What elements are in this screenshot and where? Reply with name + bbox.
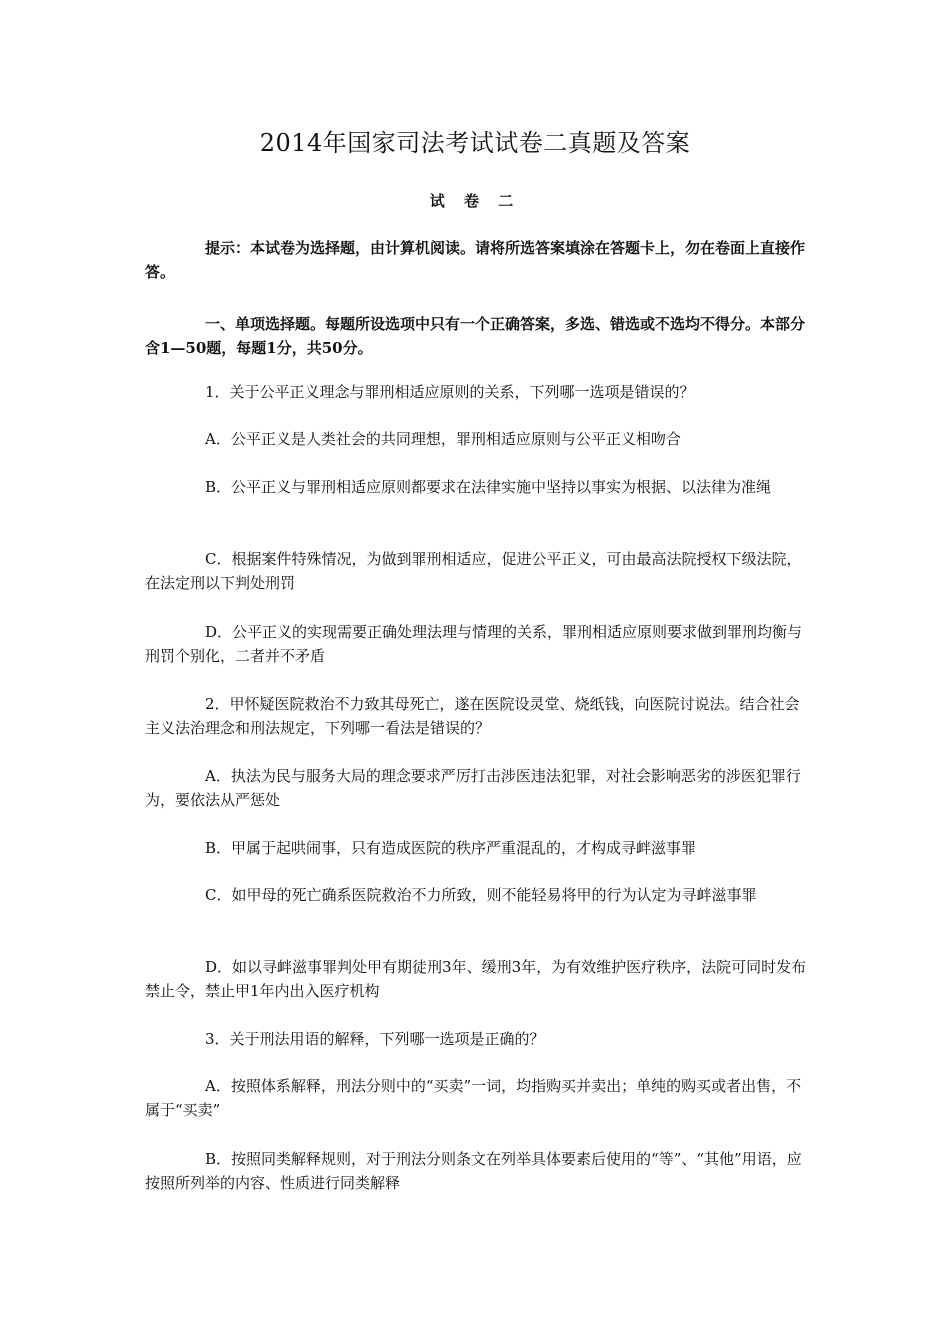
document-title: 2014年国家司法考试试卷二真题及答案 — [259, 129, 691, 157]
question-2-option-a: A．执法为民与服务大局的理念要求严厉打击涉医违法犯罪，对社会影响恶劣的涉医犯罪行为，要依法从严惩处 — [145, 767, 801, 809]
question-2-option-b: B．甲属于起哄闹事，只有造成医院的秩序严重混乱的，才构成寻衅滋事罪 — [205, 839, 697, 857]
question-2-option-d: D．如以寻衅滋事罪判处甲有期徒刑3年、缓刑3年，为有效维护医疗秩序，法院可同时发布禁止令，禁止甲1年内出入医疗机构 — [145, 958, 807, 1000]
notice-paragraph: 提示：本试卷为选择题，由计算机阅读。请将所选答案填涂在答题卡上，勿在卷面上直接作答。 — [145, 239, 806, 281]
question-1-option-d: D．公平正义的实现需要正确处理法理与情理的关系，罪刑相适应原则要求做到罪刑均衡与刑罚个别化，二者并不矛盾 — [145, 623, 803, 665]
question-1-option-b: B．公平正义与罪刑相适应原则都要求在法律实施中坚持以事实为根据、以法律为准绳 — [205, 478, 772, 496]
question-3-option-b: B．按照同类解释规则，对于刑法分则条文在列举具体要素后使用的“等”、“其他”用语，应按照所列举的内容、性质进行同类解释 — [145, 1150, 802, 1192]
question-1-option-c: C．根据案件特殊情况，为做到罪刑相适应，促进公平正义，可由最高法院授权下级法院，在法定刑以下判处刑罚 — [145, 550, 802, 592]
question-1-stem: 1．关于公平正义理念与罪刑相适应原则的关系，下列哪一选项是错误的？ — [205, 383, 695, 401]
question-3-stem: 3．关于刑法用语的解释，下列哪一选项是正确的？ — [205, 1030, 545, 1048]
document-subtitle: 试 卷 二 — [429, 192, 521, 210]
question-2-option-c: C．如甲母的死亡确系医院救治不力所致，则不能轻易将甲的行为认定为寻衅滋事罪 — [205, 886, 757, 904]
question-2-stem: 2．甲怀疑医院救治不力致其母死亡，遂在医院设灵堂、烧纸钱，向医院讨说法。结合社会主义法治理念和刑法规定，下列哪一看法是错误的？ — [145, 695, 800, 737]
question-3-option-a: A．按照体系解释，刑法分则中的“买卖”一词，均指购买并卖出；单纯的购买或者出售，不属于“买卖” — [145, 1077, 802, 1119]
section-header: 一、单项选择题。每题所设选项中只有一个正确答案，多选、错选或不选均不得分。本部分含1—50题，每题1分，共50分。 — [145, 315, 806, 357]
question-1-option-a: A．公平正义是人类社会的共同理想，罪刑相适应原则与公平正义相吻合 — [205, 430, 681, 448]
